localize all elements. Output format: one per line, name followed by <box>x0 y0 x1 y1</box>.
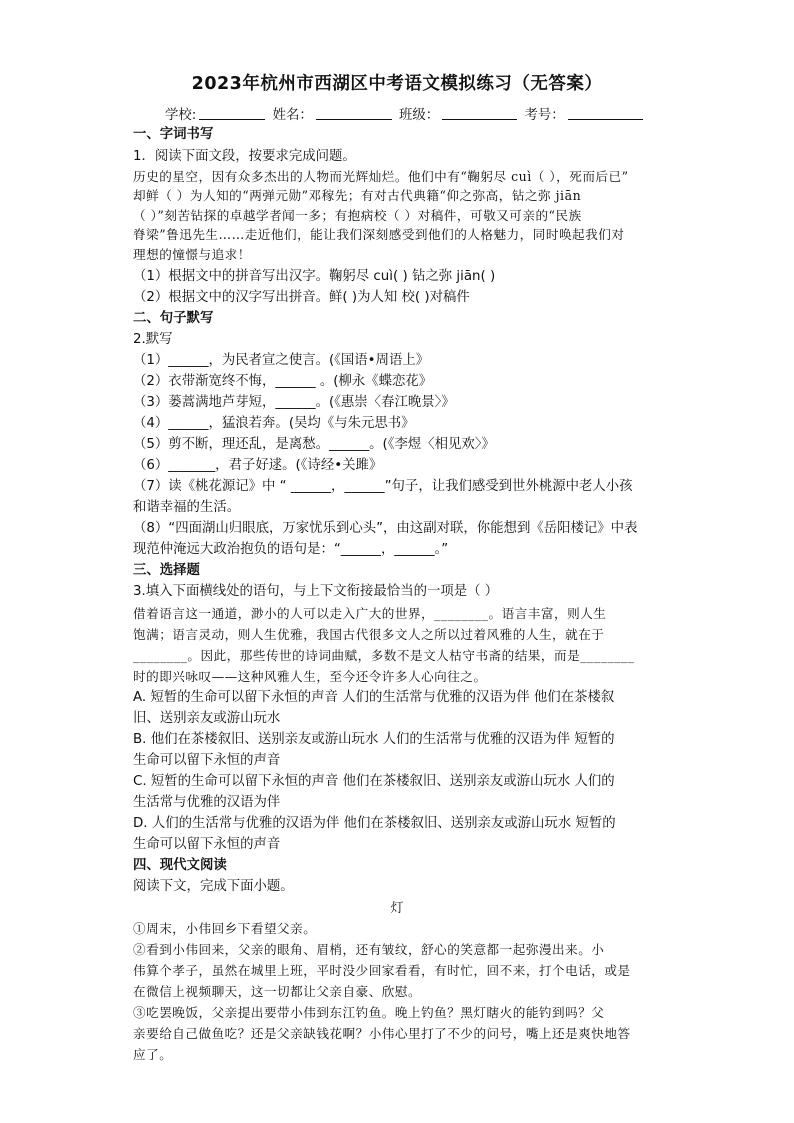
number-blank[interactable] <box>568 107 643 120</box>
text-line: 1．阅读下面文段，按要求完成问题。 <box>133 149 356 164</box>
class-label: 班级： <box>399 108 440 123</box>
text-line: 时的即兴咏叹——这种风雅人生，至今还令许多人心向往之。 <box>133 669 487 684</box>
text-line: 旧、送别亲友或游山玩水 <box>133 711 281 726</box>
name-blank[interactable] <box>316 107 392 120</box>
text-line: （5）剪不断，理还乱，是离愁。______。(《李煜〈相见欢〉》 <box>133 437 495 452</box>
text-line: （6）_______，君子好逑。(《诗经•关雎》 <box>133 458 383 473</box>
text-line: （2）衣带渐宽终不悔，______ 。(柳永《蝶恋花》 <box>133 374 433 389</box>
section-heading: 四、现代文阅读 <box>133 858 227 873</box>
text-line: （1）根据文中的拼音写出汉字。鞠躬尽 cuì( ) 钻之弥 jiān( ) <box>133 269 496 284</box>
text-line: 现范仲淹远大政治抱负的语句是：“______，______。” <box>133 542 449 557</box>
text-line: ________。因此，那些传世的诗词曲赋，多数不是文人枯守书斋的结果，而是________ <box>133 648 635 663</box>
text-line: ③吃罢晚饭，父亲提出要带小伟到东江钓鱼。晚上钓鱼？黑灯瞎火的能钓到吗？父 <box>133 1005 605 1020</box>
text-line: D. 人们的生活常与优雅的汉语为伴 他们在茶楼叙旧、送别亲友或游山玩水 短暂的 <box>133 816 616 831</box>
text-line: 应了。 <box>133 1047 173 1062</box>
text-line: （7）读《桃花源记》中 “ ______，______”句子，让我们感受到世外桃源中老人小孩 <box>133 479 633 494</box>
text-line: 生活常与优雅的汉语为伴 <box>133 795 281 810</box>
school-blank[interactable] <box>199 107 265 120</box>
text-line: C. 短暂的生命可以留下永恒的声音 他们在茶楼叙旧、送别亲友或游山玩水 人们的 <box>133 774 615 789</box>
text-line: 阅读下文，完成下面小题。 <box>133 879 294 894</box>
text-line: 理想的憧憬与追求！ <box>133 247 251 262</box>
text-line: （8）“四面湖山归眼底，万家忧乐到心头”，由这副对联，你能想到《岳阳楼记》中表 <box>133 521 638 536</box>
text-line: 历史的星空，因有众多杰出的人物而光辉灿烂。他们中有“鞠躬尽 cuì（ ），死而后已” <box>133 169 629 184</box>
text-line: （1）______，为民者宣之使言。(《国语•周语上》 <box>133 353 430 368</box>
text-line: 生命可以留下永恒的声音 <box>133 837 281 852</box>
text-line: （2）根据文中的汉字写出拼音。鲜( )为人知 校( )对稿件 <box>133 290 470 305</box>
class-blank[interactable] <box>442 107 517 120</box>
text-line: B. 他们在茶楼叙旧、送别亲友或游山玩水 人们的生活常与优雅的汉语为伴 短暂的 <box>133 732 615 747</box>
text-line: 2.默写 <box>133 332 173 347</box>
text-line: ②看到小伟回来，父亲的眼角、眉梢，还有皱纹，舒心的笑意都一起弥漫出来。小 <box>133 942 605 957</box>
text-line: 3.填入下面横线处的语句，与上下文衔接最恰当的一项是（ ） <box>133 584 499 599</box>
school-label: 学校: <box>165 108 197 123</box>
text-line: 伟算个孝子，虽然在城里上班，平时没少回家看看，有时忙，回不来，打个电话，或是 <box>133 963 631 978</box>
text-line: 亲要给自己做鱼吃？还是父亲缺钱花啊？小伟心里打了不少的问号，嘴上还是爽快地答 <box>133 1026 631 1041</box>
number-label: 考号： <box>524 108 565 123</box>
text-line: 却鲜（ ）为人知的“两弹元勋”邓稼先；有对古代典籍“仰之弥高，钻之弥 jiān <box>133 188 582 203</box>
text-line: （3）蒌蒿满地芦芽短，______。(《惠崇〈春江晚景〉》 <box>133 395 455 410</box>
text-line: A. 短暂的生命可以留下永恒的声音 人们的生活常与优雅的汉语为伴 他们在茶楼叙 <box>133 690 615 705</box>
story-title: 灯 <box>390 901 404 916</box>
text-line: 借着语言这一通道，渺小的人可以走入广大的世界，________。语言丰富，则人生 <box>133 606 607 621</box>
text-line: 饱满；语言灵动，则人生优雅，我国古代很多文人之所以过着风雅的人生，就在于 <box>133 627 605 642</box>
student-info-row <box>165 104 646 123</box>
text-line: ①周末，小伟回乡下看望父亲。 <box>133 921 317 936</box>
text-line: 和谐幸福的生活。 <box>133 500 241 515</box>
name-label: 姓名： <box>272 108 313 123</box>
section-heading: 三、选择题 <box>133 563 200 578</box>
text-line: 脊梁”鲁迅先生……走近他们，能让我们深刻感受到他们的人格魅力，同时唤起我们对 <box>133 227 625 242</box>
page-title: 2023年杭州市西湖区中考语文模拟练习（无答案） <box>191 74 603 94</box>
section-heading: 一、字词书写 <box>133 127 214 142</box>
text-line: （4）______，猛浪若奔。(吴均《与朱元思书》 <box>133 416 415 431</box>
text-line: （ ）”刻苦钻探的卓越学者闻一多；有抱病校（ ）对稿件，可敬又可亲的“民族 <box>133 208 582 223</box>
section-heading: 二、句子默写 <box>133 311 214 326</box>
text-line: 生命可以留下永恒的声音 <box>133 753 281 768</box>
text-line: 在微信上视频聊天，这一切都让父亲自豪、欣慰。 <box>133 984 422 999</box>
